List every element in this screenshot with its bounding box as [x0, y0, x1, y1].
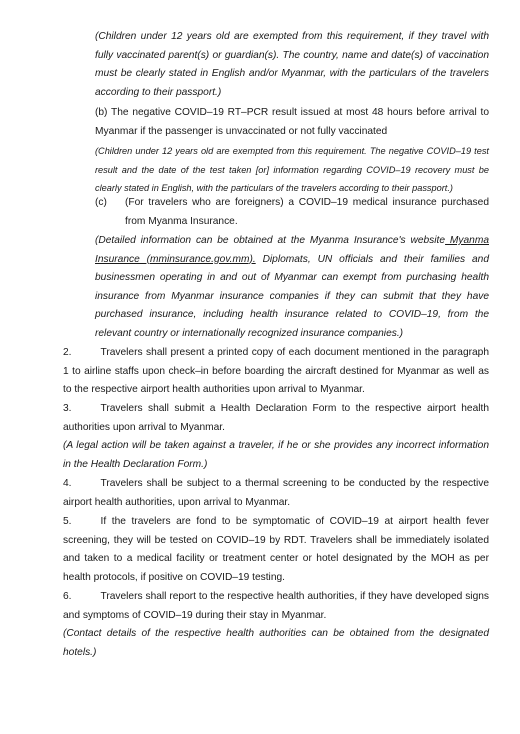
item-2	[63, 344, 489, 400]
insurance-note-suffix: Diplomats, UN officials and their families and businessmen operating in and out of Myanmar can exempt from purchasing health insurance from Myanmar insurance companies if they can submit that they have purchased insurance, including health insurance related to COVID–19, from the relevant country or internationally recognized insurance companies.)	[95, 253, 489, 339]
requirement-c-label: (c)	[95, 197, 107, 208]
item-2-number: 2.	[63, 347, 72, 358]
item-6	[63, 588, 489, 625]
item-2-text: Travelers shall present a printed copy of each document mentioned in the paragraph 1 to airline staffs upon check–in before boarding the aircraft destined for Myanmar as well as to the respective airport health authorities upon arrival to Myanmar.	[63, 347, 489, 396]
item-5-number: 5.	[63, 516, 72, 527]
insurance-note-prefix: (Detailed information can be obtained at the Myanma Insurance's website	[95, 235, 446, 246]
item-6-note: (Contact details of the respective health authorities can be obtained from the designated hotels.)	[63, 628, 489, 658]
item-6-text: Travelers shall report to the respective health authorities, if they have developed signs and symptoms of COVID–19 during their stay in Myanmar.	[63, 591, 489, 621]
item-4	[63, 475, 489, 512]
item-4-number: 4.	[63, 478, 72, 489]
item-3	[63, 400, 489, 437]
item-5-text: If the travelers are fond to be symptomatic of COVID–19 at airport health fever screening, they will be tested on COVID–19 by RDT. Travelers shall be immediately isolated and taken to a medical facility or treatment center or hotel designated by the MOH as per health protocols, if positive on COVID–19 testing.	[63, 516, 489, 583]
item-5	[63, 513, 489, 587]
insurance-detail-note	[95, 232, 489, 344]
requirement-b-pcr-test: (b) The negative COVID–19 RT–PCR result issued at most 48 hours before arrival to Myanmar if the passenger is unvaccinated or not fully vaccinated	[95, 107, 489, 137]
myanma-insurance-link[interactable]: Myanma Insurance (mminsurance.gov.mm).	[95, 235, 489, 265]
item-3-number: 3.	[63, 403, 72, 414]
item-3-text: Travelers shall submit a Health Declaration Form to the respective airport health authorities upon arrival to Myanmar.	[63, 403, 489, 433]
requirement-c-text: (For travelers who are foreigners) a COVID–19 medical insurance purchased from Myanma Insurance.	[125, 197, 489, 227]
children-test-exemption-note: (Children under 12 years old are exempted from this requirement. The negative COVID–19 test result and the date of the test taken [or] information regarding COVID–19 recovery must be clearly stated in English, with the particulars of the travelers according to their passport.)	[95, 146, 489, 194]
item-3-note: (A legal action will be taken against a traveler, if he or she provides any incorrect information in the Health Declaration Form.)	[63, 440, 489, 470]
item-4-text: Travelers shall be subject to a thermal screening to be conducted by the respective airport health authorities, upon arrival to Myanmar.	[63, 478, 489, 508]
item-6-number: 6.	[63, 591, 72, 602]
children-vaccination-exemption-note: (Children under 12 years old are exempted from this requirement, if they travel with fully vaccinated parent(s) or guardian(s). The country, name and date(s) of vaccination must be clearly stated in English and/or Myanmar, with the particulars of the travelers according to their passport.)	[95, 31, 489, 98]
